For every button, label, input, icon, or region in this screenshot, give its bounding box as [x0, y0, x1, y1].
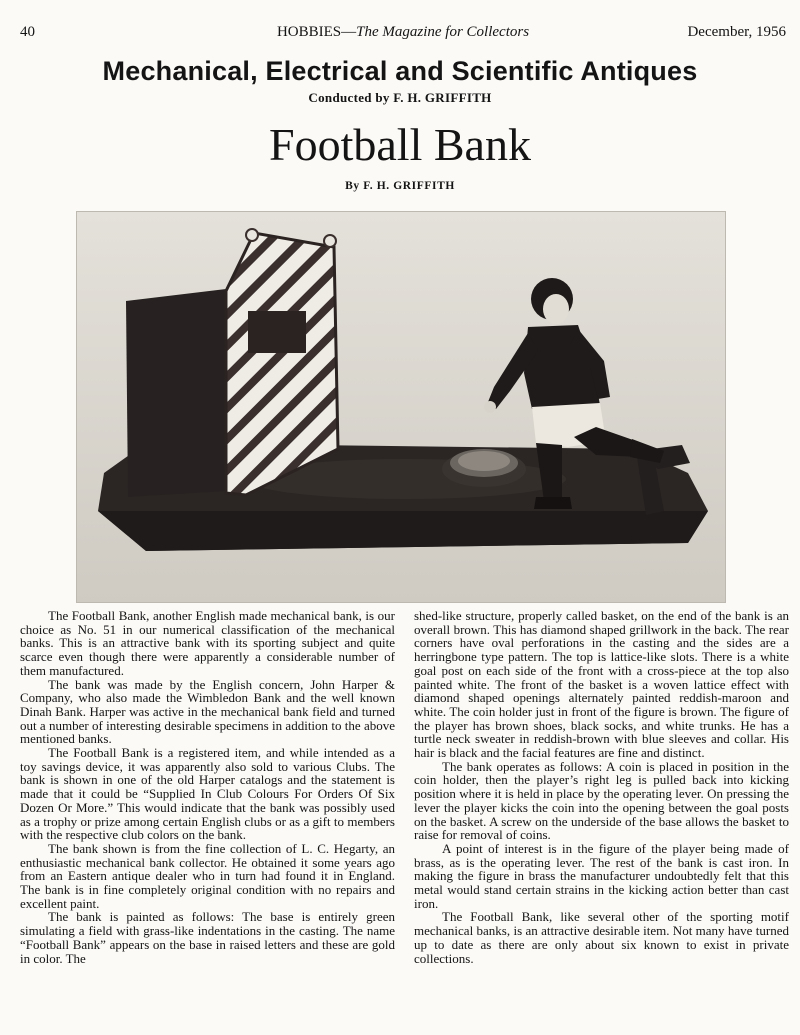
article-title: Football Bank — [269, 119, 531, 170]
section-title: Mechanical, Electrical and Scientific Antiques — [102, 56, 698, 86]
article-column-right — [414, 609, 789, 965]
paragraph: The Football Bank is a registered item, and while intended as a toy savings device, it was apparently also sold to various Clubs. The bank is shown in one of the old Harper catalogs and the statement is made that it could be “Supplied In Club Colours For Orders Of Six Dozen Or More.” This would indicate that the bank was possibly used as a trophy or prize among certain English clubs or as a gift to members with the respective club colors on the bank. — [20, 745, 395, 843]
article-byline: By F. H. GRIFFITH — [345, 180, 455, 192]
magazine-name — [20, 24, 786, 41]
paragraph: The bank is painted as follows: The base is entirely green simulating a field with grass-like indentations in the casting. The name “Football Bank” appears on the base in raised letters and these are gold in color. The — [20, 909, 395, 966]
issue-date: December, 1956 — [687, 24, 786, 40]
football-bank-photo — [76, 211, 726, 603]
magazine-subtitle: The Magazine for Collectors — [356, 24, 530, 40]
magazine-prefix: HOBBIES— — [276, 24, 357, 40]
page-number: 40 — [20, 24, 35, 40]
paragraph: The Football Bank, another English made mechanical bank, is our choice as No. 51 in our numerical classification of the mechanical banks. This is an attractive bank with its sporting subject and quite scarce even though there were apparently a considerable number of them manufactured. — [20, 608, 395, 678]
article-column-left — [20, 609, 395, 965]
paragraph: The bank operates as follows: A coin is placed in position in the coin holder, then the player’s right leg is pulled back into kicking position where it is held in place by the operating lever. On pressing the lever the player kicks the coin into the opening between the goal posts on the basket. A screw on the underside of the base allows the basket to raise for removal of coins. — [414, 758, 789, 843]
paragraph: The Football Bank, like several other of the sporting motif mechanical banks, is an attractive desirable item. Not many have turned up to date as there are only about six known to exist in private collections. — [414, 909, 789, 966]
conducted-by: Conducted by F. H. GRIFFITH — [308, 90, 492, 105]
paragraph: The bank was made by the English concern, John Harper & Company, who also made the Wimbledon Bank and the well known Dinah Bank. Harper was active in the mechanical bank field and turned out a number of interesting desirable specimens in addition to the above mentioned banks. — [20, 676, 395, 747]
running-header — [20, 24, 786, 46]
paragraph: The bank shown is from the fine collection of L. C. Hegarty, an enthusiastic mechanical bank collector. He obtained it some years ago from an Eastern antique dealer who in turn had found it in England. The bank is in fine completely original condition with no repairs and excellent paint. — [20, 840, 395, 911]
paragraph: A point of interest is in the figure of the player being made of brass, as is the operating lever. The rest of the bank is cast iron. In making the figure in brass the manufacturer undoubtedly felt that this metal would stand certain strains in the kicking action better than cast iron. — [414, 840, 789, 911]
paragraph: shed-like structure, properly called basket, on the end of the bank is an overall brown. This has diamond shaped grillwork in the back. The rear corners have oval perforations in the casting and the sides are a herringbone type pattern. The top is lattice-like slots. There is a white goal post on each side of the front with a cross-piece at the top also painted white. The front of the basket is a woven lattice effect with diamond shaped openings alternately painted reddish-maroon and white. The coin holder just in front of the figure is brown. The figure of the player has brown shoes, black socks, and white trunks. He has a turtle neck sweater in reddish-brown with blue sleeves and collar. His hair is black and the facial features are fine and distinct. — [414, 608, 789, 761]
